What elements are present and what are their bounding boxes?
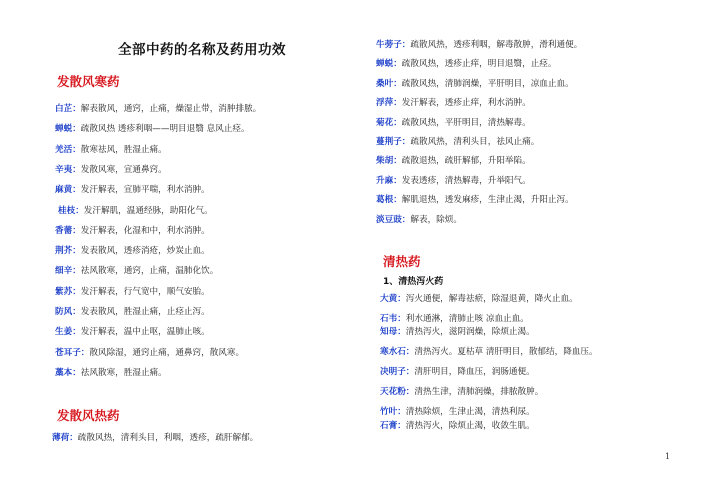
herb-entry [58, 205, 213, 217]
herb-desc: 泻火通便，解毒祛瘀，除湿退黄，降火止血。 [405, 294, 578, 304]
herb-entry [55, 184, 210, 196]
herb-name: 细辛： [55, 266, 81, 276]
herb-desc: 疏散风热，平肝明目，清热解毒。 [401, 118, 531, 128]
herb-name: 桑叶： [376, 79, 402, 89]
herb-entry [55, 144, 167, 156]
herb-entry [380, 420, 535, 432]
herb-name: 竹叶： [380, 407, 406, 417]
herb-name: 荆芥： [55, 246, 81, 256]
herb-desc: 发汗解表，行气宽中，顺气安胎。 [80, 287, 210, 297]
herb-name: 天花粉： [380, 387, 415, 397]
herb-name: 桂枝： [58, 206, 84, 216]
herb-name: 生姜： [55, 327, 81, 337]
herb-desc: 清热泻火。夏枯草 清肝明目，散郁结，降血压。 [414, 347, 598, 357]
page-title: 全部中药的名称及药用功效 [118, 42, 286, 58]
herb-entry [376, 155, 531, 167]
herb-entry [380, 293, 578, 305]
herb-name: 防风： [55, 307, 81, 317]
herb-entry-bohe [52, 432, 258, 444]
herb-desc: 清热除烦，生津止渴，清热利尿。 [405, 407, 535, 417]
herb-name: 寒水石： [380, 347, 415, 357]
page-number: 1 [665, 452, 671, 461]
herb-name: 藁本： [55, 368, 81, 378]
herb-desc: 疏散风热，清利头目，祛风止痛。 [410, 137, 540, 147]
herb-desc: 疏散风热，清肺润燥，平肝明目，凉血止血。 [401, 79, 574, 89]
herb-name: 柴胡： [376, 156, 402, 166]
herb-name: 知母： [380, 327, 406, 337]
herb-desc: 祛风散寒，通窍，止痛，温肺化饮。 [80, 266, 219, 276]
herb-desc: 解表散风，通窍，止痛，燥湿止带，消肿排脓。 [80, 104, 262, 114]
herb-name: 淡豆豉： [376, 215, 411, 225]
herb-desc: 祛风散寒，胜湿止痛。 [80, 368, 167, 378]
herb-desc: 发汗解表，温中止呕，温肺止咳。 [80, 327, 210, 337]
herb-desc: 发汗解表，宣肺平喘，利水消肿。 [80, 185, 210, 195]
herb-name: 紫苏： [55, 287, 81, 297]
section-title-wind-heat: 发散风热药 [57, 408, 120, 423]
herb-entry [55, 123, 250, 135]
herb-name: 薄荷： [52, 433, 78, 443]
herb-desc: 清肝明目，降血压，润肠通便。 [414, 367, 535, 377]
herb-desc: 发汗解表，化湿和中，利水消肿。 [80, 226, 210, 236]
herb-desc: 解表，除烦。 [410, 215, 462, 225]
herb-name: 羌活： [55, 145, 81, 155]
herb-name: 蝉蜕： [55, 124, 81, 134]
herb-name: 白芷： [55, 104, 81, 114]
herb-name: 升麻： [376, 176, 402, 186]
herb-desc: 发汗解表，透疹止痒，利水消肿。 [401, 98, 531, 108]
section-title-wind-cold: 发散风寒药 [57, 74, 120, 89]
herb-desc: 发汗解肌，温通经脉，助阳化气。 [83, 206, 213, 216]
herb-entry [376, 97, 531, 109]
herb-desc: 散风除湿，通窍止痛，通鼻窍，散风寒。 [89, 348, 245, 358]
herb-desc: 发表散风，胜湿止痛，止痉止泻。 [80, 307, 210, 317]
herb-entry [380, 313, 529, 325]
herb-entry [380, 406, 535, 418]
herb-desc: 利水通淋，清肺止咳 凉血止血。 [405, 314, 529, 324]
herb-entry [376, 117, 531, 129]
herb-desc: 解肌退热，透发麻疹，生津止渴，升阳止泻。 [401, 195, 574, 205]
herb-desc: 清热泻火，除烦止渴，收敛生肌。 [405, 421, 535, 431]
herb-name: 香薷： [55, 226, 81, 236]
herb-entry [376, 214, 462, 226]
herb-name: 石膏： [380, 421, 406, 431]
herb-entry [55, 367, 167, 379]
herb-desc: 疏散风热，透疹利咽，解毒散肿，滑利通便。 [410, 40, 583, 50]
herb-desc: 疏散风热，清利头目，利咽，透疹，疏肝解郁。 [77, 433, 259, 443]
herb-entry [376, 78, 574, 90]
herb-desc: 发表散风，透疹消疮，炒炭止血。 [80, 246, 210, 256]
herb-name: 菊花： [376, 118, 402, 128]
herb-entry [55, 265, 218, 277]
herb-entry [55, 286, 210, 298]
herb-entry [55, 347, 244, 359]
herb-entry [55, 164, 167, 176]
herb-name: 蝉蜕： [376, 59, 402, 69]
herb-entry [380, 326, 535, 338]
herb-name: 决明子： [380, 367, 415, 377]
herb-entry [380, 366, 535, 378]
herb-name: 牛蒡子： [376, 40, 411, 50]
herb-name: 大黄： [380, 294, 406, 304]
herb-entry [55, 225, 210, 237]
herb-name: 麻黄： [55, 185, 81, 195]
herb-entry [55, 306, 210, 318]
herb-entry [380, 346, 598, 358]
herb-entry [376, 136, 539, 148]
herb-entry [55, 245, 210, 257]
herb-desc: 清热泻火，滋阴润燥，除烦止渴。 [405, 327, 535, 337]
subsection-title-fire-purging: 1、清热泻火药 [383, 277, 444, 287]
herb-entry [55, 103, 261, 115]
herb-name: 蔓荆子： [376, 137, 411, 147]
herb-entry [376, 58, 557, 70]
herb-name: 浮萍： [376, 98, 402, 108]
herb-name: 辛夷： [55, 165, 81, 175]
herb-desc: 发散风寒，宣通鼻窍。 [80, 165, 167, 175]
herb-desc: 疏散风热，透疹止痒，明目退翳，止痉。 [401, 59, 557, 69]
herb-desc: 发表透疹，清热解毒，升举阳气。 [401, 176, 531, 186]
herb-entry [376, 39, 582, 51]
herb-entry [55, 326, 210, 338]
herb-entry [380, 386, 543, 398]
herb-desc: 疏散风热 透疹利咽——明目退翳 息风止痉。 [80, 124, 250, 134]
herb-name: 葛根： [376, 195, 402, 205]
herb-desc: 清热生津，清肺润燥，排脓散肿。 [414, 387, 544, 397]
herb-name: 苍耳子： [55, 348, 90, 358]
herb-desc: 散寒祛风，胜湿止痛。 [80, 145, 167, 155]
herb-name: 石韦： [380, 314, 406, 324]
herb-desc: 疏散退热，疏肝解郁，升阳举陷。 [401, 156, 531, 166]
herb-entry [376, 194, 574, 206]
herb-entry [376, 175, 531, 187]
section-title-heat-clearing: 清热药 [383, 254, 421, 269]
